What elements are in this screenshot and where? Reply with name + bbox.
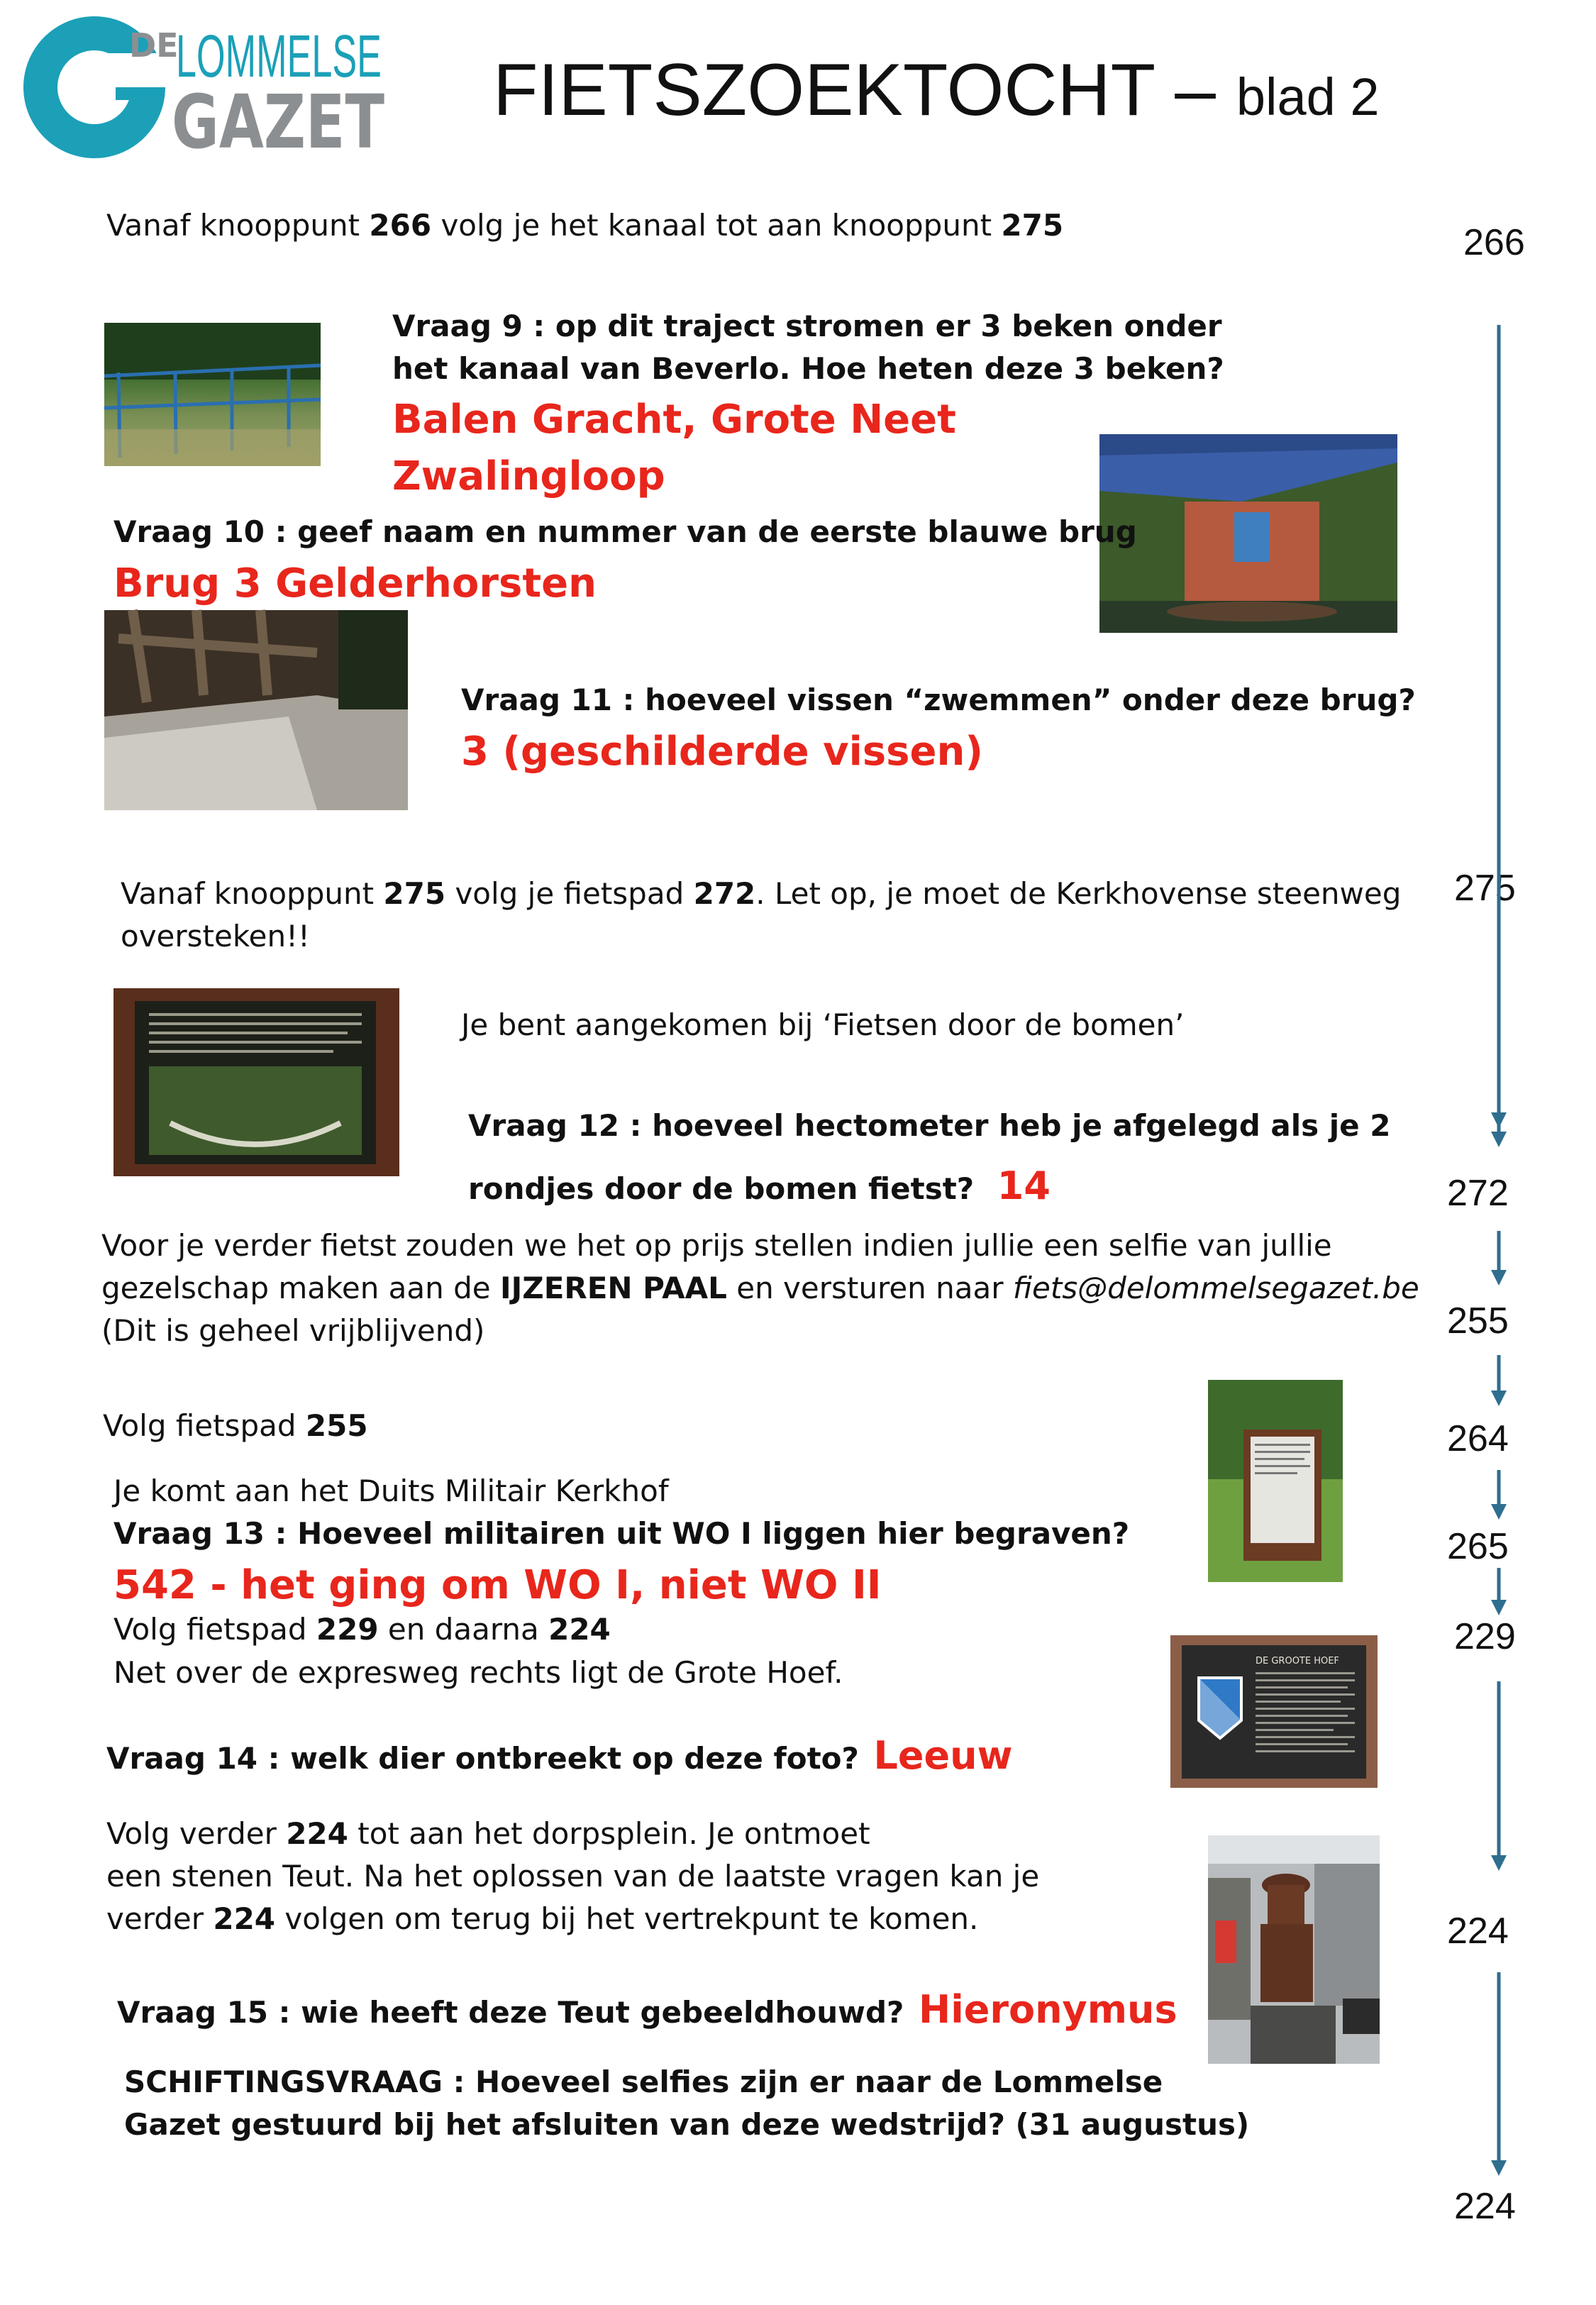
arrival-fietsen-door-de-bomen: Je bent aangekomen bij ‘Fietsen door de bomen’ [461,1007,1185,1042]
photo-teut-statue [1208,1835,1380,2064]
instruction-266-275: Vanaf knooppunt 266 volg je het kanaal tot aan knooppunt 275 [106,208,1064,243]
q9-answer-1: Balen Gracht, Grote Neet [392,397,956,443]
logo-mark [21,14,390,163]
instruction-grote-hoef: Net over de expresweg rechts ligt de Grote Hoef. [113,1655,843,1690]
node-275: 275 [1454,868,1516,909]
node-229: 229 [1454,1616,1516,1657]
grote-hoef-sign-title: DE GROOTE HOEF [1256,1656,1339,1666]
q13-question: Vraag 13 : Hoeveel militairen uit WO I liggen hier begraven? [113,1516,1130,1551]
q12-line1: Vraag 12 : hoeveel hectometer heb je afgelegd als je 2 [468,1108,1391,1143]
tiebreak-line2: Gazet gestuurd bij het afsluiten van deze wedstrijd? (31 augustus) [124,2107,1250,2142]
title-dash: – [1175,49,1216,131]
q14-question: Vraag 14 : welk dier ontbreekt op deze foto? Leeuw [106,1733,1013,1778]
node-266: 266 [1463,222,1525,263]
node-264: 264 [1447,1418,1509,1459]
q12-answer: 14 [997,1163,1051,1208]
logo-gazet: GAZET [172,79,385,165]
q12-line2: rondjes door de bomen fietst? 14 [468,1163,1051,1208]
route-arrows [1447,312,1483,2185]
node-255: 255 [1447,1300,1509,1342]
photo-under-bridge [104,610,408,810]
q11-question: Vraag 11 : hoeveel vissen “zwemmen” onder deze brug? [461,682,1416,717]
logo-lommelse: LOMMELSE [176,23,382,89]
instruction-224-line3: verder 224 volgen om terug bij het vertrekpunt te komen. [106,1901,979,1936]
title-main: FIETSZOEKTOCHT [493,49,1155,131]
title-sub: blad 2 [1236,67,1380,126]
selfie-line3: (Dit is geheel vrijblijvend) [101,1313,485,1348]
q9-line2: het kanaal van Beverlo. Hoe heten deze 3 beken? [392,351,1224,386]
instruction-224-line1: Volg verder 224 tot aan het dorpsplein. Je ontmoet [106,1816,870,1851]
instruction-255: Volg fietspad 255 [103,1408,368,1443]
selfie-line1: Voor je verder fietst zouden we het op prijs stellen indien jullie een selfie van jullie [101,1228,1332,1263]
q15-question: Vraag 15 : wie heeft deze Teut gebeeldhouwd? Hieronymus [117,1987,1177,2032]
q9-line1: Vraag 9 : op dit traject stromen er 3 beken onder [392,309,1222,343]
selfie-email[interactable]: fiets@delommelsegazet.be [1012,1271,1419,1305]
q11-answer: 3 (geschilderde vissen) [461,729,983,775]
instruction-229-224: Volg fietspad 229 en daarna 224 [113,1612,611,1647]
node-224a: 224 [1447,1911,1509,1952]
instruction-275-272-line2: oversteken!! [121,919,310,953]
photo-info-board [113,988,399,1176]
logo [21,14,390,163]
q13-answer: 542 - het ging om WO I, niet WO II [113,1562,882,1608]
node-265: 265 [1447,1526,1509,1567]
logo-de: DE [129,26,179,65]
photo-blue-bridge [1099,434,1397,633]
photo-grote-hoef-sign [1170,1635,1378,1788]
node-224b: 224 [1454,2186,1516,2227]
selfie-line2: gezelschap maken aan de IJZEREN PAAL en versturen naar fiets@delommelsegazet.be [101,1271,1419,1305]
photo-railing [104,323,321,466]
q14-answer: Leeuw [873,1733,1013,1778]
instruction-275-272: Vanaf knooppunt 275 volg je fietspad 272. Let op, je moet de Kerkhovense steenweg [121,876,1402,911]
q15-answer: Hieronymus [919,1987,1177,2032]
q10-question: Vraag 10 : geef naam en nummer van de eerste blauwe brug [113,514,1137,549]
tiebreak-line1: SCHIFTINGSVRAAG : Hoeveel selfies zijn er naar de Lommelse [124,2064,1163,2099]
arrival-duits-militair-kerkhof: Je komt aan het Duits Militair Kerkhof [113,1474,669,1508]
q9-answer-2: Zwalingloop [392,453,665,499]
q10-answer: Brug 3 Gelderhorsten [113,560,597,607]
photo-cemetery-board [1208,1380,1343,1582]
instruction-224-line2: een stenen Teut. Na het oplossen van de laatste vragen kan je [106,1859,1040,1894]
node-272: 272 [1447,1173,1509,1214]
page-title [493,48,1380,133]
